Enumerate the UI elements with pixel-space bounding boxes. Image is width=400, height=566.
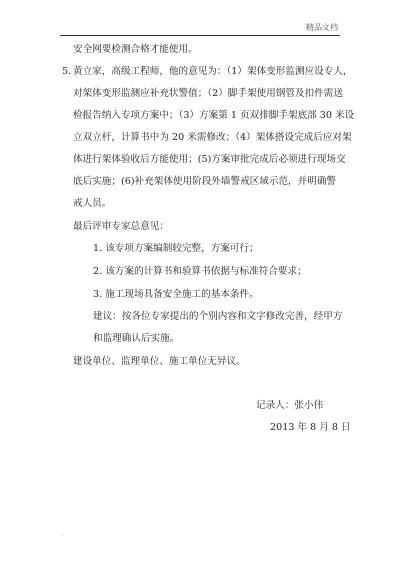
item5-line: 戒人员。 (73, 198, 112, 209)
opinion-item: 3. 施工现场具备安全施工的基本条件。 (93, 289, 259, 300)
item5-line: 黄立家，高级工程师，他的意见为：（1）架体变形监测应设专人， (73, 66, 353, 77)
suggestion-line: 和监理确认后实施。 (93, 333, 180, 344)
item5-line: 体进行架体验收后方能使用；(5)方案审批完成后必须进行现场交 (73, 154, 346, 165)
header-rule (60, 35, 340, 36)
item5-line: 检报告纳入专项方案中；（3）方案第 1 页双排脚手架底部 30 米设 (73, 110, 355, 121)
corner-mark: . (62, 531, 64, 538)
item5-line: 立双立杆，计算书中为 20 米需修改；（4）架体搭设完成后应对架 (73, 132, 352, 143)
recorder-signature: 记录人：张小伟 (256, 400, 324, 411)
opinion-item: 1. 该专项方案编制较完整，方案可行； (93, 243, 259, 254)
summary-heading: 最后评审专家总意见： (73, 221, 169, 232)
suggestion-line: 建议：按各位专家提出的个别内容和文字修改完善，经甲方 (93, 311, 343, 322)
parties-statement: 建设单位、监理单位、施工单位无异议。 (73, 356, 246, 367)
item-number: 5. (62, 66, 72, 77)
item5-line: 对架体变形监测应补充状警值；（2）脚手架使用钢管及扣件需送 (73, 88, 343, 99)
document-date: 2013 年 8 月 8 日 (270, 422, 351, 433)
opinion-item: 2. 该方案的计算书和验算书依据与标准符合要求； (93, 266, 307, 277)
item5-line: 底后实施；(6)补充架体使用阶段外墙警戒区域示范，并明确警 (73, 176, 337, 187)
header-label: 精品文档 (306, 23, 338, 32)
paragraph-line: 安全网要检测合格才能使用。 (73, 44, 198, 55)
